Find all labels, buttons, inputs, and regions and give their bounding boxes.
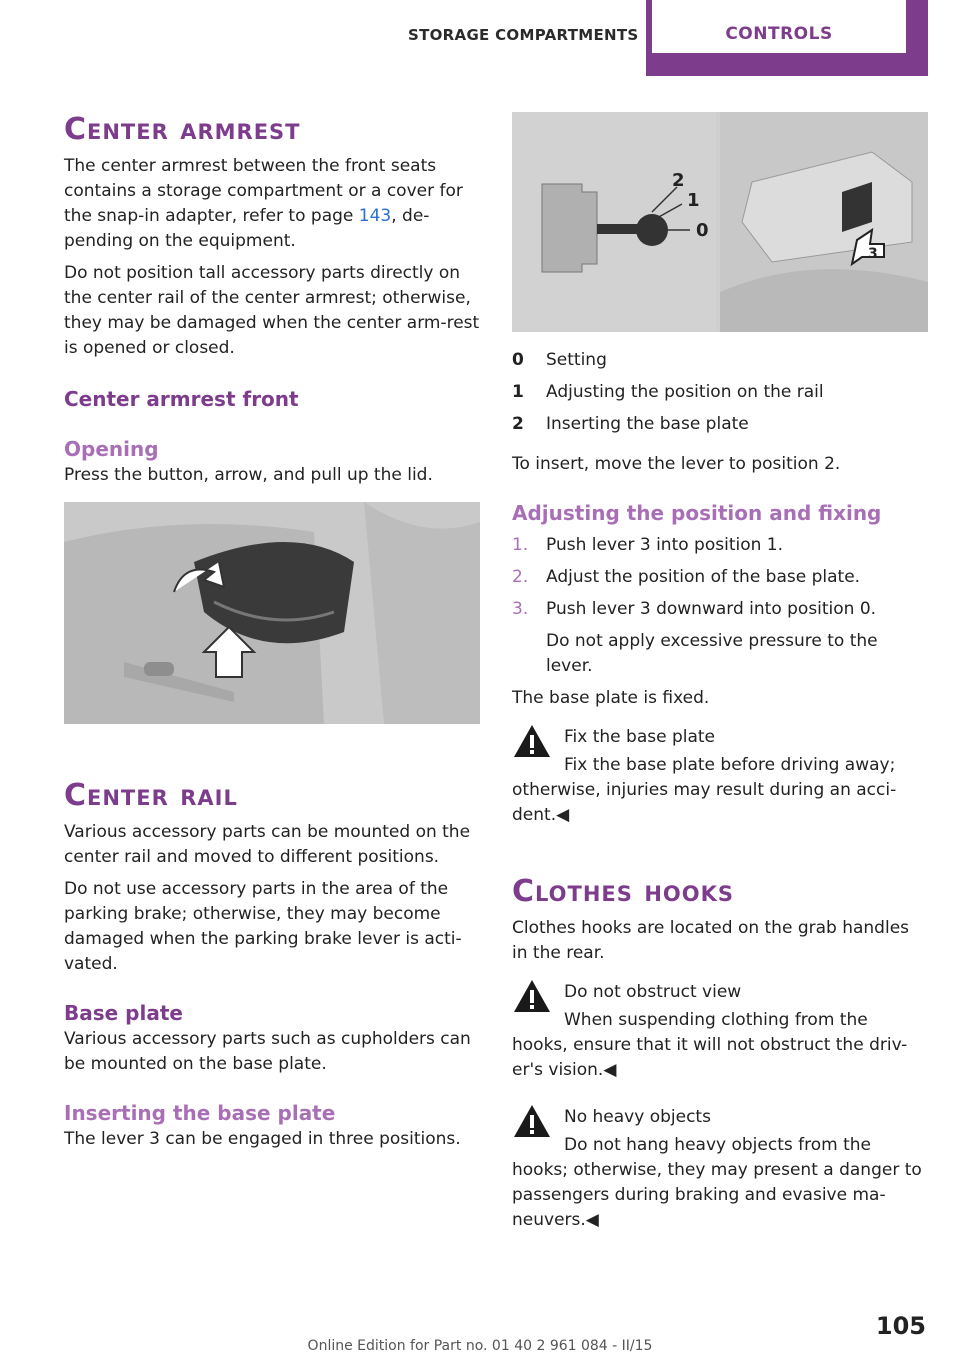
warning-title: No heavy objects xyxy=(564,1107,711,1127)
step-text: Push lever 3 downward into position 0. xyxy=(546,599,877,619)
warning-heavy-objects xyxy=(512,1101,928,1133)
legend-number: 2 xyxy=(512,414,524,434)
heading-armrest-front: Center armrest front xyxy=(64,387,299,411)
page-number: 105 xyxy=(875,1312,926,1340)
heading-clothes-hooks: Clothes hooks xyxy=(512,874,734,909)
lever-label-0: 0 xyxy=(696,220,709,241)
warning-body xyxy=(512,1008,928,1083)
legend-number: 1 xyxy=(512,382,524,402)
lever-positions-text: The lever 3 can be engaged in three positions. xyxy=(64,1129,461,1149)
heading-center-armrest: Center armrest xyxy=(64,112,301,147)
warning-title: Do not obstruct view xyxy=(564,982,742,1002)
step-text: Push lever 3 into position 1. xyxy=(546,535,784,555)
warning-icon xyxy=(512,976,552,1016)
rail-intro: Various accessory parts can be mounted on the center rail and moved to different positions. xyxy=(64,822,471,867)
section-header: STORAGE COMPARTMENTS xyxy=(408,26,639,44)
warning-body xyxy=(512,753,928,828)
lever-label-3: 3 xyxy=(868,246,878,262)
warning-icon xyxy=(512,721,552,761)
warning-text: When suspending clothing from the hooks, ensure that it will not obstruct the driv-er's vision.◀ xyxy=(512,1010,908,1080)
lever-label-2: 2 xyxy=(672,170,685,191)
right-column xyxy=(512,344,928,1233)
step-item xyxy=(512,597,928,679)
legend-text: Adjusting the position on the rail xyxy=(546,382,824,402)
warning-text: Fix the base plate before driving away; otherwise, injuries may result during an acci-dent.◀ xyxy=(512,755,897,825)
legend-number: 0 xyxy=(512,350,524,370)
fixed-statement: The base plate is fixed. xyxy=(512,688,710,708)
edition-footer: Online Edition for Part no. 01 40 2 961 084 - II/15 xyxy=(307,1338,653,1354)
chapter-tab xyxy=(646,0,928,76)
armrest-illustration xyxy=(64,502,480,724)
warning-fix-base-plate xyxy=(512,721,928,753)
warning-title: Fix the base plate xyxy=(564,727,716,747)
heading-base-plate: Base plate xyxy=(64,1001,183,1025)
base-plate-illustration xyxy=(512,112,928,332)
legend-item xyxy=(512,376,928,408)
warning-body xyxy=(512,1133,928,1233)
warning-text: Do not hang heavy objects from the hooks; otherwise, they may present a danger to passengers during braking and evasive ma-neuvers.◀ xyxy=(512,1135,922,1230)
left-column xyxy=(64,110,480,1152)
warning-icon xyxy=(512,1101,552,1141)
chapter-label: CONTROLS xyxy=(652,0,906,53)
heading-center-rail: Center rail xyxy=(64,778,238,813)
step-number: 1. xyxy=(512,535,529,555)
legend-item xyxy=(512,408,928,440)
legend-text: Setting xyxy=(546,350,607,370)
rail-caution: Do not use accessory parts in the area of the parking brake; otherwise, they may become damaged when the parking brake lever is acti-vated. xyxy=(64,879,462,974)
lever-label-1: 1 xyxy=(687,190,700,211)
heading-adjusting-position: Adjusting the position and fixing xyxy=(512,501,882,525)
insert-instruction: To insert, move the lever to position 2. xyxy=(512,454,841,474)
hooks-intro: Clothes hooks are located on the grab handles in the rear. xyxy=(512,918,910,963)
armrest-intro-end: , de-pending on the equipment. xyxy=(64,206,430,251)
adjust-steps xyxy=(512,533,928,679)
step-number: 3. xyxy=(512,599,529,619)
armrest-intro-text: The center armrest between the front seats contains a storage compartment or a cover for the snap-in adapter, refer to page xyxy=(64,156,463,226)
heading-opening: Opening xyxy=(64,437,159,461)
legend-text: Inserting the base plate xyxy=(546,414,749,434)
base-plate-text: Various accessory parts such as cupholders can be mounted on the base plate. xyxy=(64,1029,471,1074)
legend-item xyxy=(512,344,928,376)
legend-list xyxy=(512,344,928,440)
step-note: Do not apply excessive pressure to the lever. xyxy=(546,631,878,676)
armrest-caution: Do not position tall accessory parts directly on the center rail of the center armrest; otherwise, they may be damaged when the center arm-rest is opened or closed. xyxy=(64,263,480,358)
warning-obstruct-view xyxy=(512,976,928,1008)
lever-diagram xyxy=(512,112,928,332)
step-item xyxy=(512,565,928,590)
heading-inserting-base-plate: Inserting the base plate xyxy=(64,1101,336,1125)
armrest-intro xyxy=(64,154,480,254)
step-text: Adjust the position of the base plate. xyxy=(546,567,861,587)
opening-instruction: Press the button, arrow, and pull up the lid. xyxy=(64,465,433,485)
armrest-drawing xyxy=(64,502,480,724)
page-link-143[interactable]: 143 xyxy=(358,206,392,226)
step-item xyxy=(512,533,928,558)
step-number: 2. xyxy=(512,567,529,587)
